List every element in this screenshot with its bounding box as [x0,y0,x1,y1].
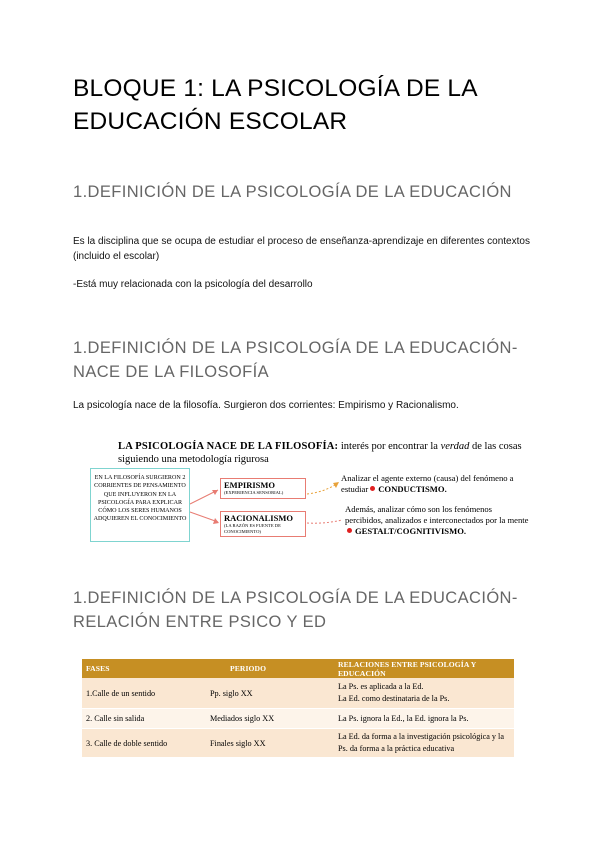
table-cell-periodo: Finales siglo XX [204,729,338,758]
table-cell-fase: 1.Calle de un sentido [82,678,204,709]
section-heading-definicion: 1.DEFINICIÓN DE LA PSICOLOGÍA DE LA EDUCACIÓN [73,183,512,201]
empirismo-note: (EXPERIENCIA SENSORIAL) [224,490,284,495]
arrow-to-racionalismo [190,512,218,522]
filosofia-paragraph: La psicología nace de la filosofía. Surgieron dos corrientes: Empirismo y Racionalismo. [73,400,459,411]
section-heading-filosofia: 1.DEFINICIÓN DE LA PSICOLOGÍA DE LA EDUCACIÓN-NACE DE LA FILOSOFÍA [73,339,518,381]
page-title: BLOQUE 1: LA PSICOLOGÍA DE LA EDUCACIÓN ESCOLAR [73,75,477,135]
table-row [82,678,514,709]
relaciones-table [82,659,514,757]
table-header-fases: FASES [82,659,204,678]
racionalismo-box [220,511,306,537]
table-cell-relacion: La Ps. es aplicada a la Ed. La Ed. como destinataria de la Ps. [338,678,514,709]
filosofia-figure [80,436,530,551]
arrowhead-conductismo [333,482,339,488]
table-row [82,729,514,758]
bullet-dot-icon [347,528,352,533]
racionalismo-label: RACIONALISMO [224,513,293,523]
table-cell-periodo: Pp. siglo XX [204,678,338,709]
table-header-row [82,659,514,678]
table-cell-relacion: La Ps. ignora la Ed., la Ed. ignora la Ps. [338,709,514,729]
arrow-to-conductismo [307,483,338,494]
racionalismo-note: (LA RAZÓN ES FUENTE DE CONOCIMIENTO) [224,523,281,534]
table-cell-relacion: La Ed. da forma a la investigación psicológica y la Ps. da forma a la práctica educativa [338,729,514,758]
figure-title: LA PSICOLOGÍA NACE DE LA FILOSOFÍA: interés por encontrar la verdad de las cosas [118,441,522,452]
gestalt-text: Además, analizar cómo son los fenómenos percibidos, analizados e interconectados por la menteGESTALT/COGNITIVISMO. [345,504,529,536]
section-heading-relacion: 1.DEFINICIÓN DE LA PSICOLOGÍA DE LA EDUCACIÓN-RELACIÓN ENTRE PSICO Y ED [73,589,518,631]
conductismo-text: Analizar el agente externo (causa) del fenómeno a estudiar CONDUCTISMO. [341,473,514,494]
table-cell-fase: 2. Calle sin salida [82,709,204,729]
bullet-dot-icon [370,486,375,491]
table-row [82,709,514,729]
arrow-to-gestalt [307,520,342,523]
definition-paragraph: Es la disciplina que se ocupa de estudiar el proceso de enseñanza-aprendizaje en diferentes contextos (incluido el escolar) [73,236,530,262]
empirismo-box [220,478,306,499]
corrientes-box: EN LA FILOSOFÍA SURGIERON 2 CORRIENTES DE PENSAMIENTO QUE INFLUYERON EN LA PSICOLOGÍA PARA EXPLICAR CÓMO LOS SERES HUMANOS ADQUIEREN EL CONOCIMIENTO [90,468,190,542]
table-header-relaciones: RELACIONES ENTRE PSICOLOGÍA Y EDUCACIÓN [338,659,514,678]
development-note: -Está muy relacionada con la psicología del desarrollo [73,279,313,290]
empirismo-label: EMPIRISMO [224,480,275,490]
table-header-periodo: PERIODO [204,659,338,678]
figure-subtitle: siguiendo una metodología rigurosa [118,454,269,465]
table-cell-fase: 3. Calle de doble sentido [82,729,204,758]
table-cell-periodo: Mediados siglo XX [204,709,338,729]
